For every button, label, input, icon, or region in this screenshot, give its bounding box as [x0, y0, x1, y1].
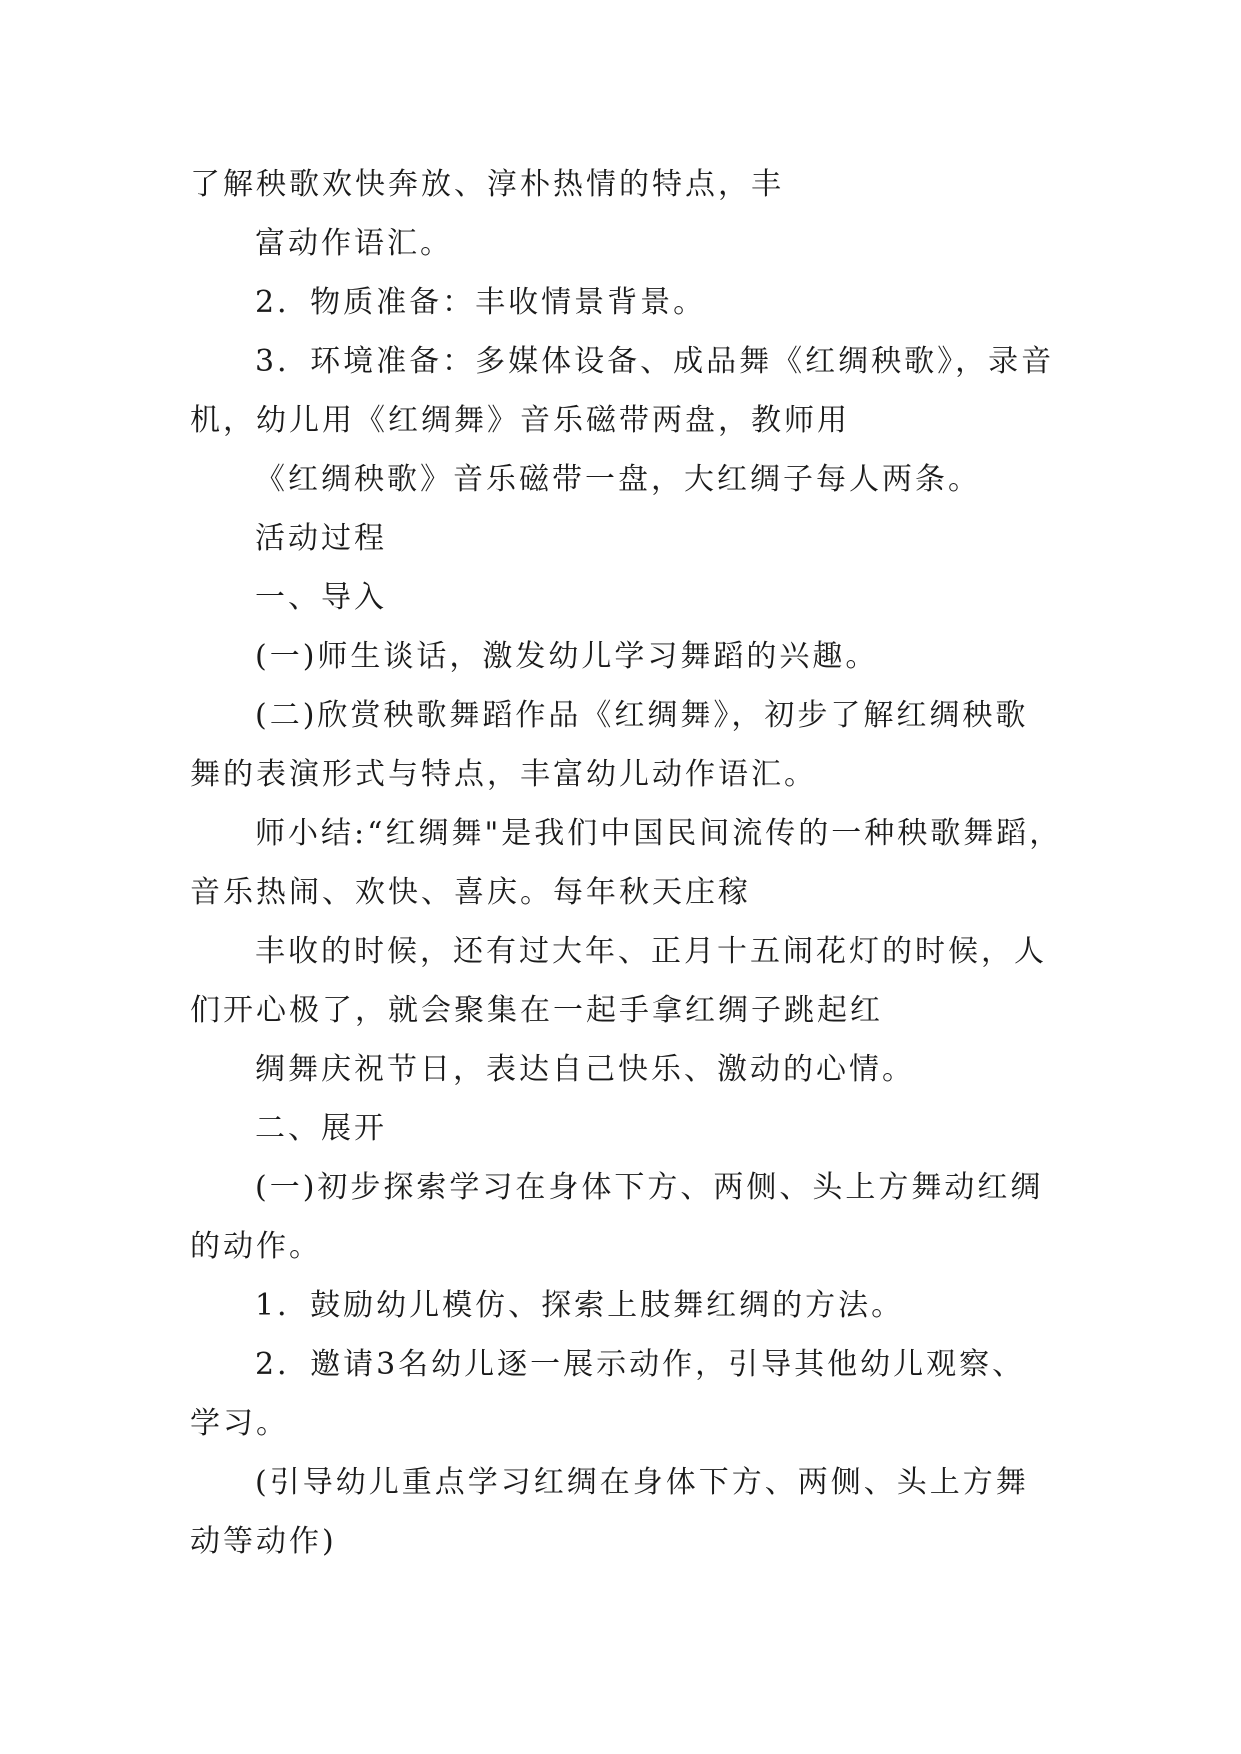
text-line: 2．物质准备：丰收情景背景。 [255, 285, 707, 320]
text-line: 丰收的时候，还有过大年、正月十五闹花灯的时候，人 [255, 934, 1047, 969]
text-line: 《红绸秧歌》音乐磁带一盘，大红绸子每人两条。 [255, 462, 981, 497]
text-line: (二)欣赏秧歌舞蹈作品《红绸舞》，初步了解红绸秧歌 [255, 698, 1029, 733]
text-line: 2．邀请3名幼儿逐一展示动作，引导其他幼儿观察、 [255, 1347, 1026, 1382]
text-line: 机，幼儿用《红绸舞》音乐磁带两盘，教师用 [190, 403, 850, 438]
text-line: 1．鼓励幼儿模仿、探索上肢舞红绸的方法。 [255, 1288, 905, 1323]
text-line: 音乐热闹、欢快、喜庆。每年秋天庄稼 [190, 875, 751, 910]
text-line: 舞的表演形式与特点，丰富幼儿动作语汇。 [190, 757, 817, 792]
text-line: 富动作语汇。 [255, 226, 453, 261]
text-line: 了解秧歌欢快奔放、淳朴热情的特点，丰 [190, 167, 784, 202]
text-line: 的动作。 [190, 1229, 322, 1264]
text-line: (一)初步探索学习在身体下方、两侧、头上方舞动红绸 [255, 1170, 1044, 1205]
text-line: 动等动作) [190, 1524, 337, 1559]
text-line: 学习。 [190, 1406, 289, 1441]
text-line: 绸舞庆祝节日，表达自己快乐、激动的心情。 [255, 1052, 915, 1087]
text-line: 3．环境准备：多媒体设备、成品舞《红绸秧歌》，录音 [255, 344, 1055, 379]
section-heading: 二、展开 [255, 1111, 387, 1146]
text-line: 们开心极了，就会聚集在一起手拿红绸子跳起红 [190, 993, 883, 1028]
text-line: (引导幼儿重点学习红绸在身体下方、两侧、头上方舞 [255, 1465, 1029, 1500]
section-heading: 活动过程 [255, 521, 387, 556]
section-heading: 一、导入 [255, 580, 387, 615]
text-line: (一)师生谈话，激发幼儿学习舞蹈的兴趣。 [255, 639, 879, 674]
text-line: 师小结:“红绸舞"是我们中国民间流传的一种秧歌舞蹈， [255, 816, 1063, 851]
